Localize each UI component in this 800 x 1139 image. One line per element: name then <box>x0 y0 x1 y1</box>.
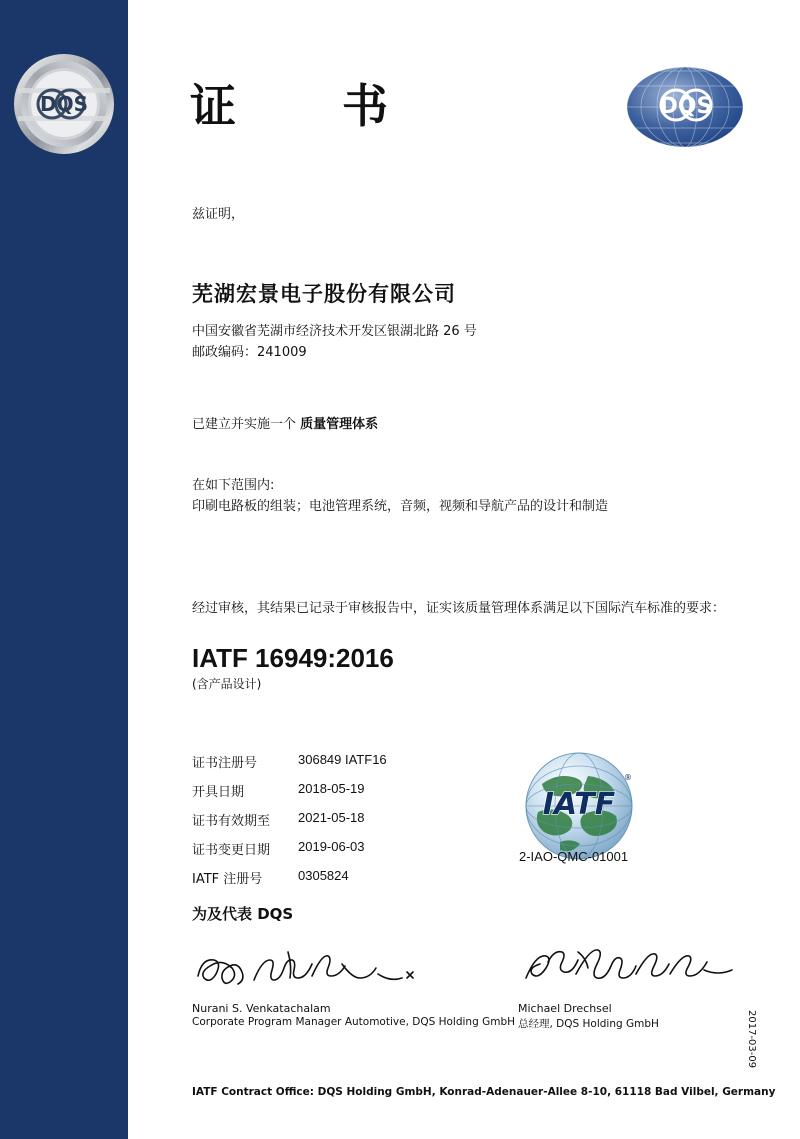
on-behalf-of-label: 为及代表 DQS <box>192 905 294 923</box>
table-row <box>192 781 387 810</box>
footer-contact-text: IATF Contract Office: DQS Holding GmbH, Konrad-Adenauer-Allee 8-10, 61118 Bad Vilbel, Germany <box>192 1086 776 1098</box>
detail-label: 证书变更日期 <box>192 843 271 858</box>
svg-text:DQS: DQS <box>39 92 89 116</box>
dqs-blue-logo-icon <box>625 58 745 156</box>
detail-value: 2018-05-19 <box>298 781 365 796</box>
table-row <box>192 868 387 897</box>
signatory-name-2: Michael Drechsel <box>518 1002 612 1015</box>
table-row <box>192 810 387 839</box>
page-title: 证 书 <box>190 79 418 133</box>
detail-value: 0305824 <box>298 868 349 883</box>
detail-label: 证书有效期至 <box>192 814 271 829</box>
intro-text: 兹证明， <box>192 207 245 222</box>
scope-text: 印刷电路板的组装；电池管理系统，音频，视频和导航产品的设计和制造 <box>192 499 609 514</box>
side-date-code: 2017-03-09 <box>746 1010 757 1069</box>
table-row <box>192 839 387 868</box>
standard-name: IATF 16949:2016 <box>192 643 394 673</box>
detail-value: 2021-05-18 <box>298 810 365 825</box>
svg-text:®: ® <box>624 773 632 782</box>
company-address-line-2: 邮政编码：241009 <box>192 345 307 360</box>
svg-text:DQS: DQS <box>659 94 713 119</box>
scope-label: 在如下范围内: <box>192 478 275 493</box>
detail-label: IATF 注册号 <box>192 872 263 887</box>
establishment-statement <box>192 413 378 432</box>
dqs-silver-logo-icon <box>12 52 116 156</box>
signature-image-right <box>518 944 748 992</box>
standard-note: (含产品设计) <box>192 677 262 691</box>
detail-label: 开具日期 <box>192 785 245 800</box>
table-row <box>192 752 387 781</box>
detail-label: 证书注册号 <box>192 756 258 771</box>
establishment-prefix: 已建立并实施一个 <box>192 417 301 432</box>
company-name: 芜湖宏景电子股份有限公司 <box>192 282 456 306</box>
detail-value: 2019-06-03 <box>298 839 365 854</box>
certificate-details-table <box>192 752 387 897</box>
signature-image-left <box>192 946 422 994</box>
signatory-role-2: 总经理, DQS Holding GmbH <box>518 1018 659 1030</box>
iatf-contract-code: 2-IAO-QMC-01001 <box>519 849 629 864</box>
signatory-role-1: Corporate Program Manager Automotive, DQS Holding GmbH <box>192 1016 515 1028</box>
left-navy-band <box>0 0 128 1139</box>
band-edge-divider <box>128 0 134 1139</box>
svg-text:IATF: IATF <box>542 787 616 822</box>
company-address-line-1: 中国安徽省芜湖市经济技术开发区银湖北路 26 号 <box>192 324 477 339</box>
signatory-name-1: Nurani S. Venkatachalam <box>192 1002 331 1015</box>
establishment-subject: 质量管理体系 <box>300 417 379 432</box>
iatf-globe-icon <box>520 750 638 862</box>
audit-statement: 经过审核，其结果已记录于审核报告中，证实该质量管理体系满足以下国际汽车标准的要求： <box>192 601 726 616</box>
detail-value: 306849 IATF16 <box>298 752 387 767</box>
